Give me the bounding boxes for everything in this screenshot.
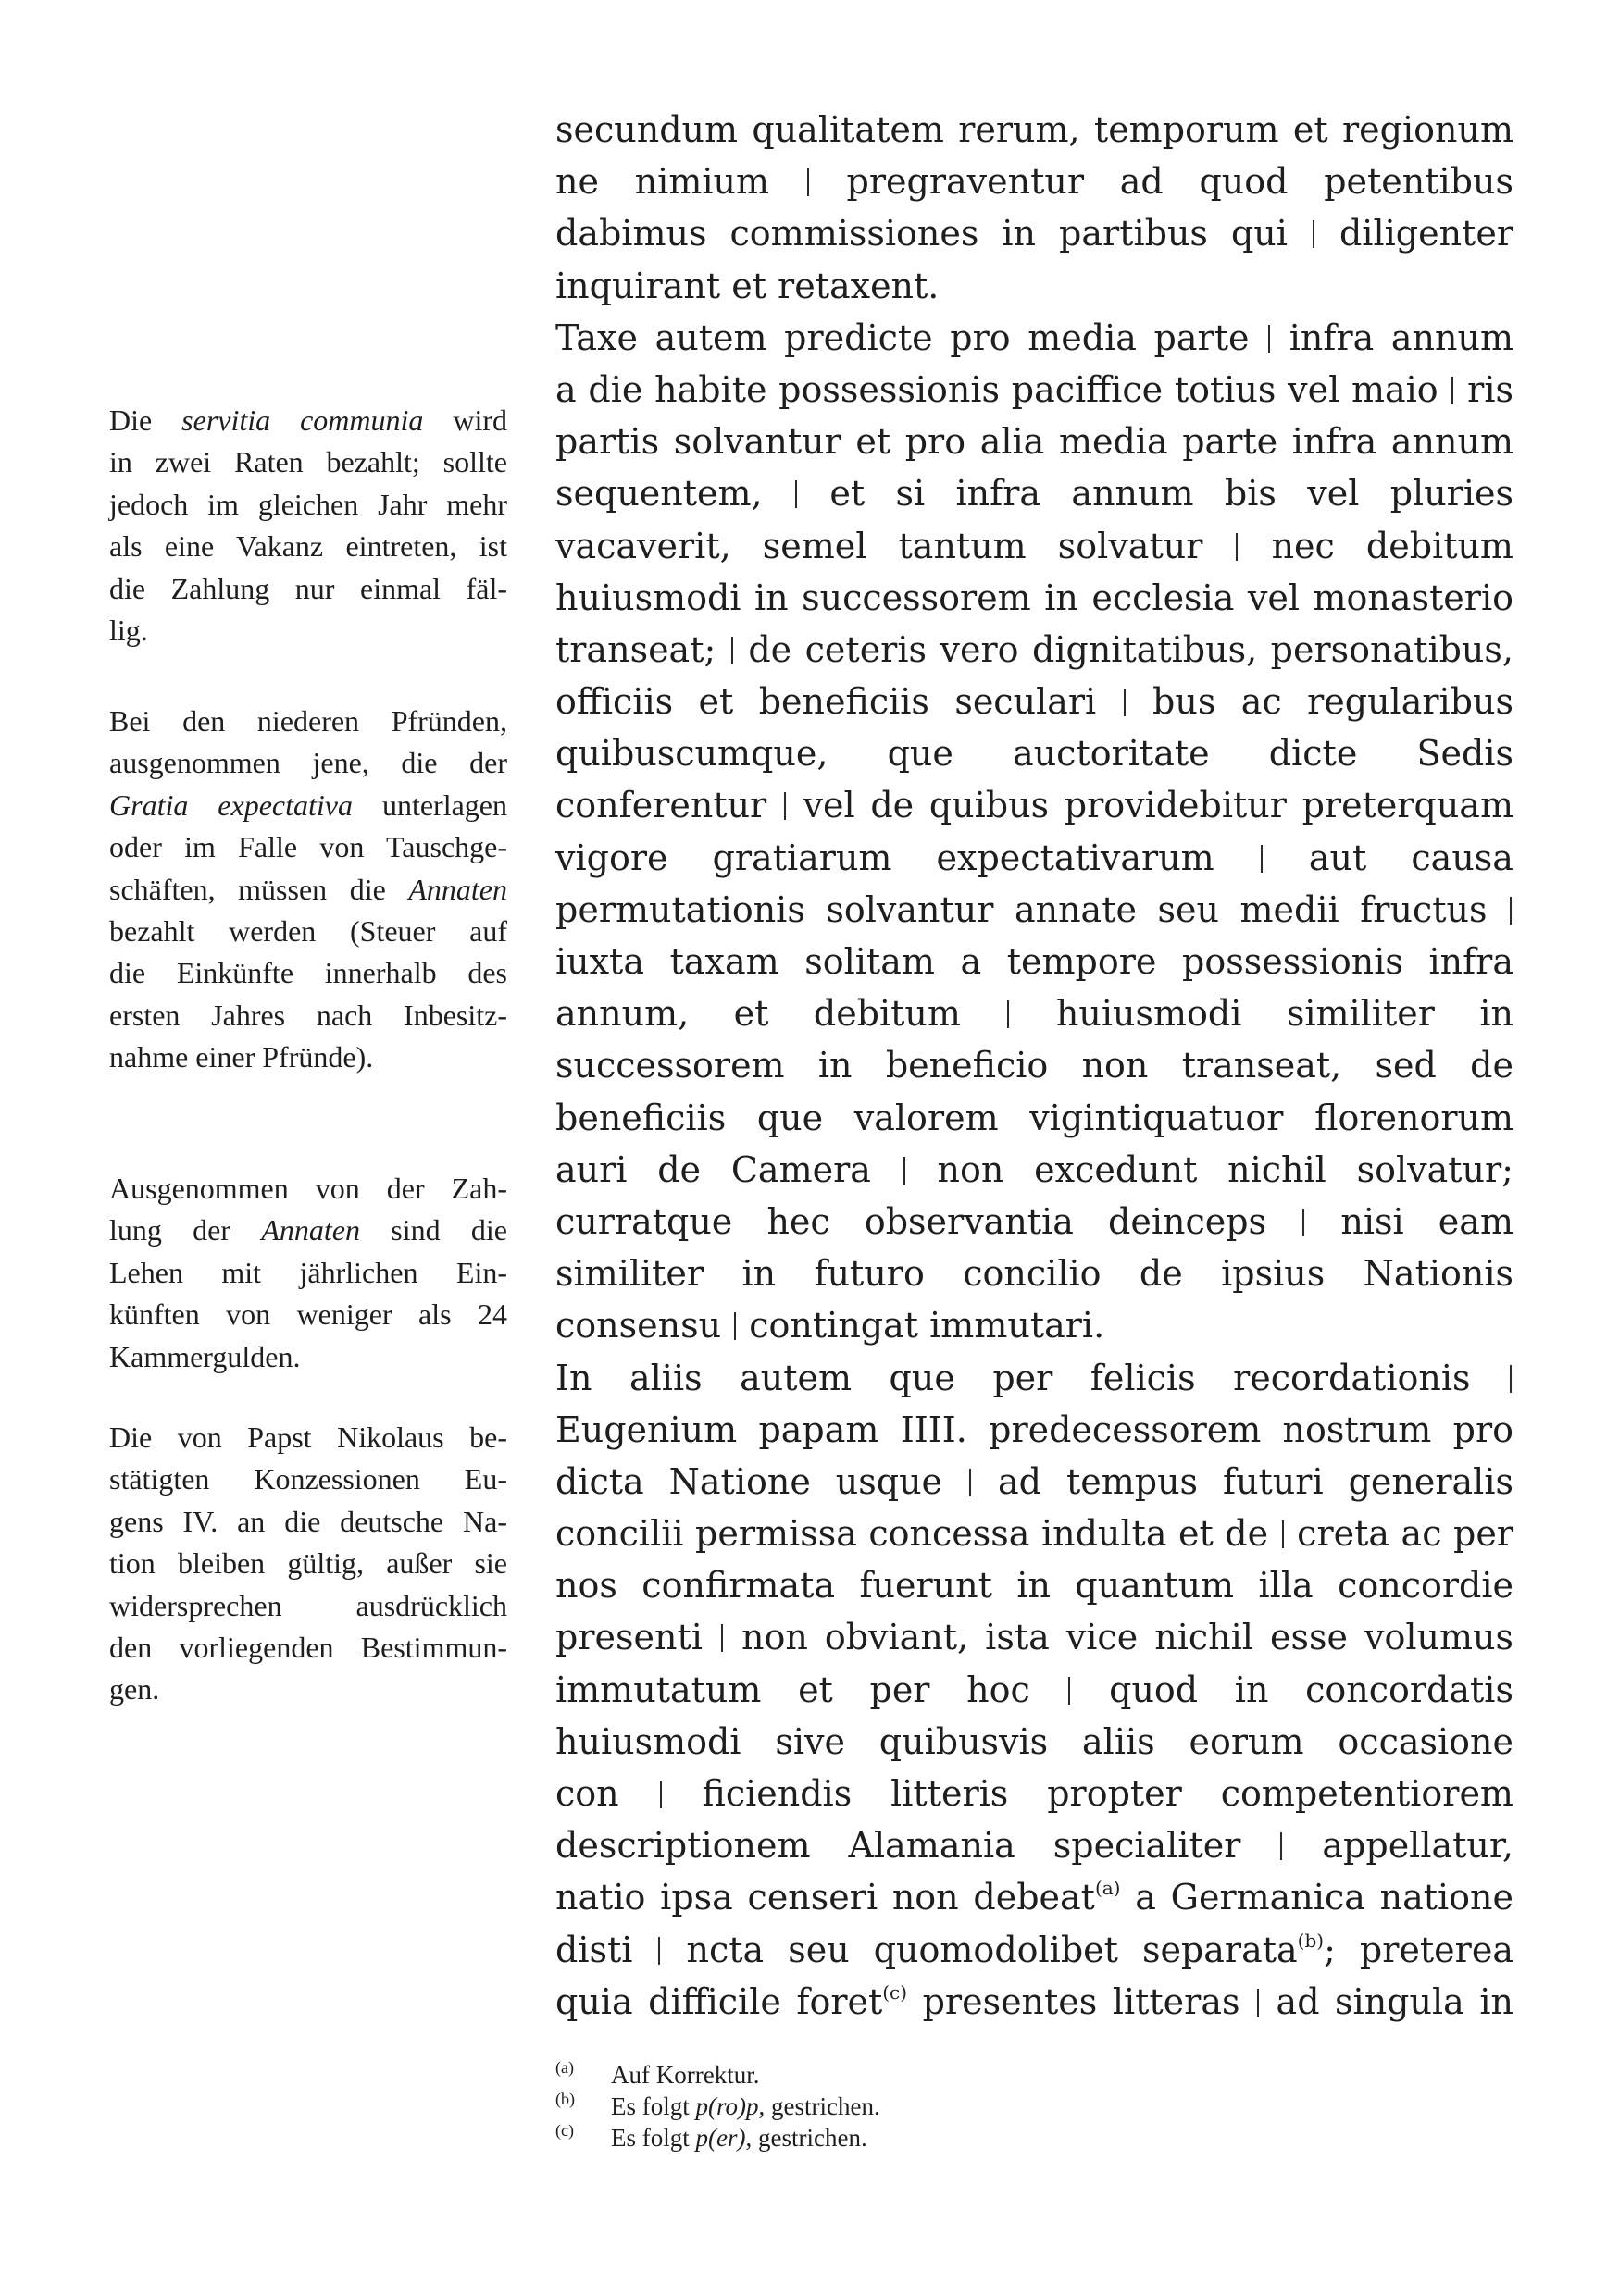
text-line xyxy=(555,1039,1513,1091)
text-run: stätigten Konzessionen Eu- xyxy=(109,1462,507,1496)
text-run: quibuscumque, que auctoritate dicte Sedis xyxy=(555,733,1513,775)
footnotes xyxy=(555,2059,1513,2153)
side-note-line xyxy=(109,1168,507,1210)
side-note-servitia xyxy=(109,400,507,652)
text-run: ad tempus futuri generalis xyxy=(998,1460,1513,1502)
line-separator-mark xyxy=(969,1469,971,1496)
text-run: künften von weniger als 24 xyxy=(109,1297,507,1332)
text-line xyxy=(555,1976,1513,2028)
text-line xyxy=(555,1819,1513,1871)
footnote-text xyxy=(611,2059,759,2091)
text-run: tion bleiben gültig, außer sie xyxy=(109,1546,507,1581)
text-line xyxy=(555,1611,1513,1663)
text-line xyxy=(555,1144,1513,1196)
text-run: sequentem, xyxy=(555,473,763,515)
line-separator-mark xyxy=(1313,220,1314,248)
text-run: inquirant et retaxent. xyxy=(555,265,940,306)
text-run: presenti xyxy=(555,1617,703,1658)
line-separator-mark xyxy=(1007,1000,1009,1028)
text-run: Eugenium papam IIII. predecessorem nostrum pro xyxy=(555,1409,1513,1450)
side-note-line xyxy=(109,1417,507,1458)
text-run: ncta seu quomodolibet separata xyxy=(686,1929,1298,1970)
text-run: beneficiis que valorem vigintiquatuor florenorum xyxy=(555,1097,1513,1138)
line-separator-mark xyxy=(1510,1365,1512,1393)
text-run: iuxta taxam solitam a tempore possessionis infra xyxy=(555,941,1513,982)
text-run: pregraventur ad quod petentibus xyxy=(846,161,1513,203)
text-line xyxy=(555,1247,1513,1299)
text-run: natio ipsa censeri non debeat xyxy=(555,1877,1095,1918)
text-line xyxy=(555,1352,1513,1404)
text-run: successorem in beneficio non transeat, sed de xyxy=(555,1045,1513,1086)
side-note-line xyxy=(109,995,507,1036)
footnote-mark: (a) xyxy=(555,2058,574,2077)
footnote-text xyxy=(611,2091,880,2122)
side-note-line xyxy=(109,1543,507,1584)
italic-term: servitia communia xyxy=(181,403,424,437)
text-run: diligenter xyxy=(1339,213,1513,254)
text-line xyxy=(555,1871,1513,1923)
text-run: consensu xyxy=(555,1305,722,1347)
italic-term: p(ro)p xyxy=(695,2092,759,2120)
text-run: nahme einer Pfründe). xyxy=(109,1040,374,1074)
footnote-mark: (b) xyxy=(555,2090,575,2108)
text-run: curratque hec observantia deinceps xyxy=(555,1200,1267,1242)
text-run: quod in concordatis xyxy=(1109,1669,1513,1710)
side-note-line xyxy=(109,742,507,784)
footnote-reference: (b) xyxy=(1297,1929,1325,1952)
text-run: Auf Korrektur. xyxy=(611,2061,760,2089)
text-run: a Germanica natione xyxy=(1120,1877,1514,1918)
side-note-annaten xyxy=(109,701,507,1079)
text-run: non excedunt nichil solvatur; xyxy=(937,1148,1513,1190)
side-note-line xyxy=(109,1036,507,1078)
text-run: nos confirmata fuerunt in quantum illa concordie xyxy=(555,1565,1513,1607)
footnote-item xyxy=(555,2091,1513,2122)
text-run: den vorliegenden Bestimmun- xyxy=(109,1630,507,1664)
text-line xyxy=(555,1508,1513,1559)
text-run: wird xyxy=(423,403,508,437)
line-separator-mark xyxy=(1268,325,1270,353)
text-line xyxy=(555,416,1513,467)
text-run: lung der xyxy=(109,1213,262,1247)
text-run: ris xyxy=(1467,368,1513,410)
text-run: vacaverit, semel tantum solvatur xyxy=(555,525,1203,566)
text-run: Die von Papst Nikolaus be- xyxy=(109,1421,507,1454)
text-run: dicta Natione usque xyxy=(555,1460,943,1502)
text-run: Kammergulden. xyxy=(109,1339,301,1373)
side-note-line xyxy=(109,568,507,610)
text-run: transeat; xyxy=(555,628,716,670)
text-run: partis solvantur et pro alia media parte infra annum xyxy=(555,421,1513,463)
text-line xyxy=(555,364,1513,416)
text-line xyxy=(555,467,1513,519)
side-note-line xyxy=(109,869,507,911)
text-line xyxy=(555,155,1513,207)
text-line xyxy=(555,1716,1513,1768)
footnote-item xyxy=(555,2122,1513,2153)
text-run: de ceteris vero dignitatibus, personatibus, xyxy=(748,628,1513,670)
text-line xyxy=(555,676,1513,727)
text-run: in zwei Raten bezahlt; sollte xyxy=(109,445,507,479)
line-separator-mark xyxy=(660,1781,662,1808)
text-line xyxy=(555,520,1513,572)
text-run: auri de Camera xyxy=(555,1148,871,1190)
text-run: Es folgt xyxy=(611,2092,696,2120)
text-run: immutatum et per hoc xyxy=(555,1669,1030,1710)
side-note-exemption xyxy=(109,1168,507,1378)
text-line xyxy=(555,884,1513,936)
text-run: appellatur, xyxy=(1322,1825,1513,1867)
text-run: In aliis autem que per felicis recordationis xyxy=(555,1357,1471,1398)
line-separator-mark xyxy=(1451,377,1453,404)
side-note-line xyxy=(109,1585,507,1627)
text-run: con xyxy=(555,1773,619,1814)
text-run: Taxe autem predicte pro media parte xyxy=(555,316,1250,358)
text-run: ausgenommen jene, die der xyxy=(109,746,507,780)
text-run: schäften, müssen die xyxy=(109,872,409,906)
main-latin-text xyxy=(555,104,1513,2028)
text-run: presentes litteras xyxy=(907,1980,1240,2022)
text-run: widersprechen ausdrücklich xyxy=(109,1588,507,1622)
text-run: vigore gratiarum expectativarum xyxy=(555,837,1214,878)
text-line xyxy=(555,987,1513,1039)
text-line xyxy=(555,1924,1513,1976)
side-note-line xyxy=(109,484,507,526)
side-note-line xyxy=(109,526,507,567)
line-separator-mark xyxy=(721,1624,723,1652)
line-separator-mark xyxy=(1282,1520,1284,1548)
text-run: ficiendis litteris propter competentiorem xyxy=(702,1773,1513,1814)
text-run: bezahlt werden (Steuer auf xyxy=(109,913,507,948)
text-run: huiusmodi similiter in xyxy=(1055,993,1513,1035)
line-separator-mark xyxy=(1280,1832,1282,1860)
line-separator-mark xyxy=(784,792,786,820)
text-run: Es folgt xyxy=(611,2124,696,2152)
text-line xyxy=(555,1196,1513,1247)
side-note-line xyxy=(109,826,507,868)
text-run: annum, et debitum xyxy=(555,993,961,1035)
italic-term: Annaten xyxy=(408,872,507,906)
footnote-text xyxy=(611,2122,867,2153)
italic-term: p(er) xyxy=(695,2124,746,2152)
italic-term: Annaten xyxy=(261,1213,360,1247)
text-run: disti xyxy=(555,1929,633,1970)
line-separator-mark xyxy=(731,637,733,664)
side-note-line xyxy=(109,1669,507,1710)
line-separator-mark xyxy=(1302,1209,1304,1236)
text-run: als eine Vakanz eintreten, ist xyxy=(109,529,507,564)
side-note-line xyxy=(109,1210,507,1251)
text-run: concilii permissa concessa indulta et de xyxy=(555,1513,1269,1555)
line-separator-mark xyxy=(1510,897,1512,925)
side-note-line xyxy=(109,952,507,994)
text-run: lig. xyxy=(109,613,148,647)
text-run: aut causa xyxy=(1308,837,1513,878)
text-run: non obviant, ista vice nichil esse volumus xyxy=(741,1617,1513,1658)
text-run: huiusmodi sive quibusvis aliis eorum occasione xyxy=(555,1720,1513,1762)
text-run: vel de quibus providebitur preterquam xyxy=(803,785,1513,826)
text-line xyxy=(555,260,1513,312)
text-run: gens IV. an die deutsche Na- xyxy=(109,1504,507,1538)
footnote-reference: (a) xyxy=(1094,1877,1121,1900)
text-run: creta ac per xyxy=(1297,1513,1513,1555)
text-run: jedoch im gleichen Jahr mehr xyxy=(109,487,507,521)
text-run: ad singula in xyxy=(1276,1980,1513,2022)
text-line xyxy=(555,779,1513,831)
text-line xyxy=(555,1664,1513,1716)
text-run: contingat immutari. xyxy=(749,1305,1105,1347)
text-run: die Einkünfte innerhalb des xyxy=(109,956,507,990)
line-separator-mark xyxy=(734,1312,736,1340)
text-run: sind die xyxy=(359,1213,508,1247)
text-run: conferentur xyxy=(555,785,767,826)
line-separator-mark xyxy=(795,480,797,508)
text-run: oder im Falle von Tauschge- xyxy=(109,830,507,864)
text-run: Lehen mit jährlichen Ein- xyxy=(109,1255,507,1289)
text-run: ersten Jahres nach Inbesitz- xyxy=(109,998,507,1032)
text-line xyxy=(555,624,1513,676)
line-separator-mark xyxy=(807,168,809,196)
side-note-concessions xyxy=(109,1417,507,1711)
text-line xyxy=(555,312,1513,364)
text-line xyxy=(555,936,1513,987)
text-line xyxy=(555,1559,1513,1611)
text-line xyxy=(555,207,1513,259)
text-run: similiter in futuro concilio de ipsius Nationis xyxy=(555,1253,1513,1295)
text-run: dabimus commissiones in partibus qui xyxy=(555,213,1288,254)
side-note-line xyxy=(109,701,507,742)
text-run: Ausgenommen von der Zah- xyxy=(109,1172,507,1205)
side-note-line xyxy=(109,441,507,483)
side-note-line xyxy=(109,610,507,652)
side-note-line xyxy=(109,1458,507,1500)
text-run: secundum qualitatem rerum, temporum et regionum xyxy=(555,109,1513,150)
text-run: gen. xyxy=(109,1672,160,1706)
side-note-line xyxy=(109,911,507,952)
footnote-item xyxy=(555,2059,1513,2091)
text-run: , gestrichen. xyxy=(758,2092,880,2120)
text-run: ; preterea xyxy=(1324,1929,1513,1970)
text-run: unterlagen xyxy=(353,788,508,822)
text-run: nisi eam xyxy=(1340,1200,1513,1242)
side-note-line xyxy=(109,1501,507,1543)
line-separator-mark xyxy=(658,1937,660,1965)
side-note-line xyxy=(109,785,507,826)
text-line xyxy=(555,1092,1513,1144)
text-run: , gestrichen. xyxy=(745,2124,867,2152)
text-run: officiis et beneficiis seculari xyxy=(555,681,1097,723)
text-line xyxy=(555,104,1513,155)
text-run: a die habite possessionis paciffice totius vel maio xyxy=(555,368,1438,410)
line-separator-mark xyxy=(1124,689,1126,716)
line-separator-mark xyxy=(903,1157,905,1185)
text-run: descriptionem Alamania specialiter xyxy=(555,1825,1241,1867)
side-note-line xyxy=(109,1294,507,1335)
text-run: infra annum xyxy=(1289,316,1513,358)
text-line xyxy=(555,1404,1513,1456)
side-note-line xyxy=(109,1252,507,1294)
side-note-line xyxy=(109,1336,507,1378)
text-line xyxy=(555,832,1513,884)
footnote-reference: (c) xyxy=(882,1980,908,2004)
text-run: die Zahlung nur einmal fäl- xyxy=(109,571,507,605)
text-run: ne nimium xyxy=(555,161,770,203)
line-separator-mark xyxy=(1068,1677,1070,1705)
text-run: bus ac regularibus xyxy=(1152,681,1513,723)
italic-term: Gratia expectativa xyxy=(109,788,353,822)
text-line xyxy=(555,1299,1513,1351)
text-run: et si infra annum bis vel pluries xyxy=(829,473,1513,515)
text-line xyxy=(555,1456,1513,1508)
line-separator-mark xyxy=(1257,1989,1259,2017)
line-separator-mark xyxy=(1236,533,1238,561)
side-note-line xyxy=(109,400,507,441)
text-run: nec debitum xyxy=(1271,525,1513,566)
side-note-line xyxy=(109,1627,507,1669)
footnote-mark: (c) xyxy=(555,2121,574,2140)
text-line xyxy=(555,727,1513,779)
line-separator-mark xyxy=(1261,845,1263,873)
text-run: permutationis solvantur annate seu medii fructus xyxy=(555,888,1488,930)
text-line xyxy=(555,1768,1513,1819)
text-run: huiusmodi in successorem in ecclesia vel monasterio xyxy=(555,577,1513,618)
text-run: Die xyxy=(109,403,182,437)
text-line xyxy=(555,572,1513,624)
text-run: Bei den niederen Pfründen, xyxy=(109,704,507,738)
text-run: quia difficile foret xyxy=(555,1980,883,2022)
